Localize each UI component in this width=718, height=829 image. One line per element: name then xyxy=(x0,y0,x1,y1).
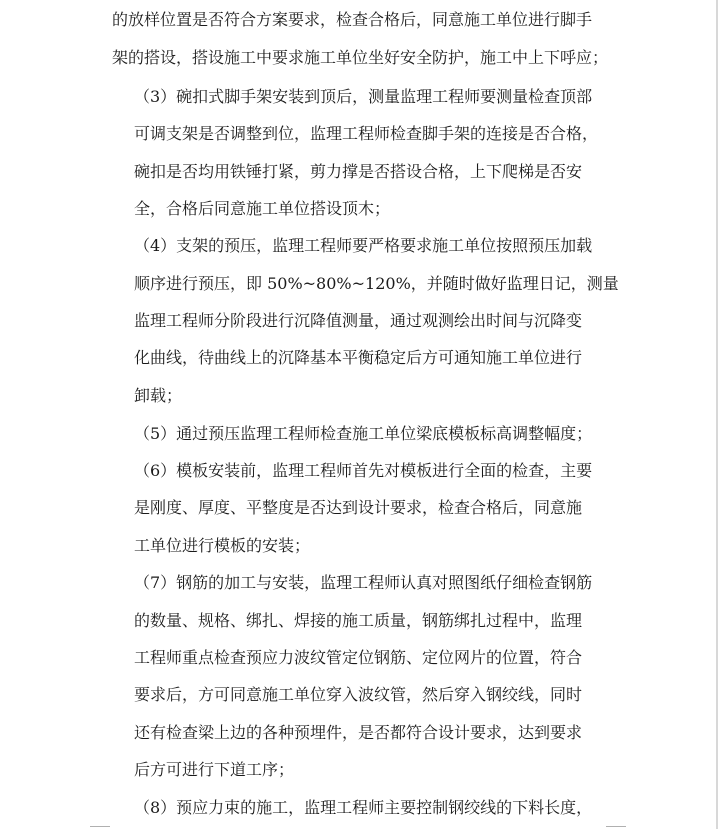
text-line: 顺序进行预压，即 50%~80%~120%，并随时做好监理日记，测量 xyxy=(134,274,619,293)
text-line: 还有检查梁上边的各种预埋件，是否都符合设计要求，达到要求 xyxy=(134,723,583,742)
text-line: 工程师重点检查预应力波纹管定位钢筋、定位网片的位置，符合 xyxy=(134,648,583,667)
text-line: 监理工程师分阶段进行沉降值测量，通过观测绘出时间与沉降变 xyxy=(134,311,583,330)
text-line: （5）通过预压监理工程师检查施工单位梁底模板标高调整幅度； xyxy=(134,424,593,443)
text-line: 的数量、规格、绑扎、焊接的施工质量，钢筋绑扎过程中，监理 xyxy=(134,611,583,630)
text-line: 可调支架是否调整到位，监理工程师检查脚手架的连接是否合格， xyxy=(134,124,599,143)
text-line: 后方可进行下道工序； xyxy=(134,760,295,779)
text-line: （4）支架的预压，监理工程师要严格要求施工单位按照预压加载 xyxy=(134,236,593,255)
text-line: 是刚度、厚度、平整度是否达到设计要求，检查合格后，同意施 xyxy=(134,498,583,517)
text-line: （3）碗扣式脚手架安装到顶后，测量监理工程师要测量检查顶部 xyxy=(134,87,593,106)
text-line: 要求后，方可同意施工单位穿入波纹管，然后穿入钢绞线，同时 xyxy=(134,685,583,704)
text-line: （6）模板安装前，监理工程师首先对模板进行全面的检查，主要 xyxy=(134,461,593,480)
text-line: 化曲线，待曲线上的沉降基本平衡稳定后方可通知施工单位进行 xyxy=(134,348,583,367)
text-line: （7）钢筋的加工与安装，监理工程师认真对照图纸仔细检查钢筋 xyxy=(134,573,593,592)
crop-mark-bottom-right xyxy=(606,826,626,827)
text-line: 工单位进行模板的安装； xyxy=(134,536,311,555)
text-line: 的放样位置是否符合方案要求，检查合格后，同意施工单位进行脚手 xyxy=(112,10,593,29)
text-line: 架的搭设，搭设施工中要求施工单位坐好安全防护，施工中上下呼应； xyxy=(112,48,609,67)
text-line: 卸载； xyxy=(134,386,183,405)
text-line: 全，合格后同意施工单位搭设顶木； xyxy=(134,199,391,218)
text-line: 碗扣是否均用铁锤打紧，剪力撑是否搭设合格，上下爬梯是否安 xyxy=(134,162,583,181)
text-line: （8）预应力束的施工，监理工程师主要控制钢绞线的下料长度， xyxy=(134,798,593,817)
crop-mark-bottom-left xyxy=(90,826,110,827)
